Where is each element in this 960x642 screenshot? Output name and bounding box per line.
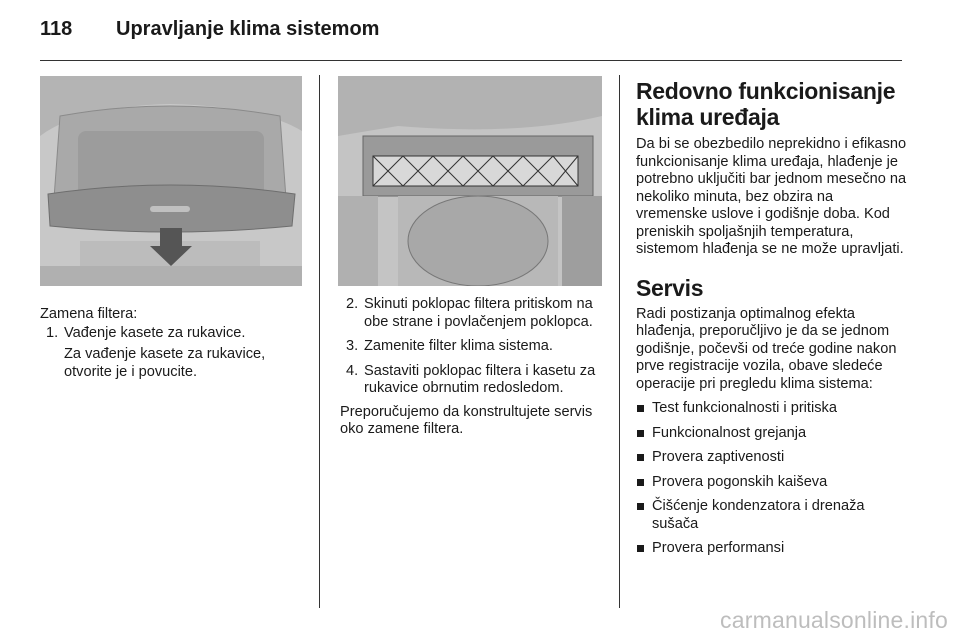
step-text: Zamenite filter klima sistema. xyxy=(364,338,553,354)
bullet-text: Provera pogonskih kaiševa xyxy=(652,473,828,490)
bullet-square-icon xyxy=(637,430,644,437)
filter-drawing xyxy=(338,76,602,286)
section-heading-service: Servis xyxy=(636,274,704,301)
column-3-text xyxy=(636,78,908,558)
bullet-text: Test funkcionalnosti i pritiska xyxy=(652,400,837,416)
section-body-operation: Da bi se obezbedilo neprekidno i efikasno funkcionisanje klima uređaja, hlađenje je potrebno uključiti bar jednom mesečno na nekoliko minuta, bez obzira na vremenske uslove i godišnje doba. Kod preniskih spoljašnjih temperatura, sistemom hlađenja se ne može upravljati. xyxy=(636,136,907,257)
column-2-text xyxy=(340,296,610,439)
list-item xyxy=(340,338,610,356)
bullet-square-icon xyxy=(637,405,644,412)
page-header xyxy=(40,18,905,62)
bullet-square-icon xyxy=(637,503,644,510)
column-divider-2 xyxy=(619,75,620,608)
bullet-text: Čišćenje kondenzatora i drenaža sušača xyxy=(652,498,865,532)
section-heading-operation: Redovno funkcionisanje klima uređaja xyxy=(636,78,896,130)
bullet-text: Provera zaptivenosti xyxy=(652,449,785,465)
step-number: 2. xyxy=(346,296,359,312)
step-text: Vađenje kasete za rukavice. xyxy=(64,324,246,341)
filter-illustration xyxy=(338,76,602,286)
service-note: Preporučujemo da konstrultujete servis oko zamene filtera. xyxy=(340,403,593,437)
step-number: 4. xyxy=(346,362,359,379)
glovebox-illustration xyxy=(40,76,302,286)
bullet-item xyxy=(636,400,908,418)
bullet-text: Funkcionalnost grejanja xyxy=(652,424,807,441)
column-divider-1 xyxy=(319,75,320,608)
step-detail: Za vađenje kasete za rukavice, otvorite je i povucite. xyxy=(64,346,266,380)
header-rule xyxy=(40,60,902,61)
page-title: Upravljanje klima sistemom xyxy=(116,18,380,40)
bullet-text: Provera performansi xyxy=(652,540,785,556)
bullet-item xyxy=(636,449,908,467)
glovebox-drawing xyxy=(40,76,302,286)
bullet-item xyxy=(636,540,908,558)
page-number: 118 xyxy=(40,18,73,40)
bullet-square-icon xyxy=(637,454,644,461)
bullet-item xyxy=(636,474,908,492)
list-item xyxy=(340,363,610,398)
bullet-square-icon xyxy=(637,545,644,552)
bullet-item xyxy=(636,425,908,443)
bullet-square-icon xyxy=(637,479,644,486)
filter-caption: Zamena filtera: xyxy=(40,306,138,322)
column-1-text xyxy=(40,306,310,381)
bullet-item xyxy=(636,498,908,533)
section-body-service: Radi postizanja optimalnog efekta hlađenja, preporučljivo je da se jednom godišnje, počevši od treće godine nakon prve registracije vozila, obave sledeće operacije pri pregledu klima sistema: xyxy=(636,305,897,392)
step-number: 3. xyxy=(346,338,359,354)
step-text: Skinuti poklopac filtera pritiskom na obe strane i povlačenjem poklopca. xyxy=(364,296,593,330)
list-item xyxy=(40,325,310,343)
watermark-text: carmanualsonline.info xyxy=(720,607,948,633)
step-text: Sastaviti poklopac filtera i kasetu za rukavice obrnutim redosledom. xyxy=(364,362,596,396)
step-number: 1. xyxy=(46,324,59,341)
list-item xyxy=(340,296,610,331)
